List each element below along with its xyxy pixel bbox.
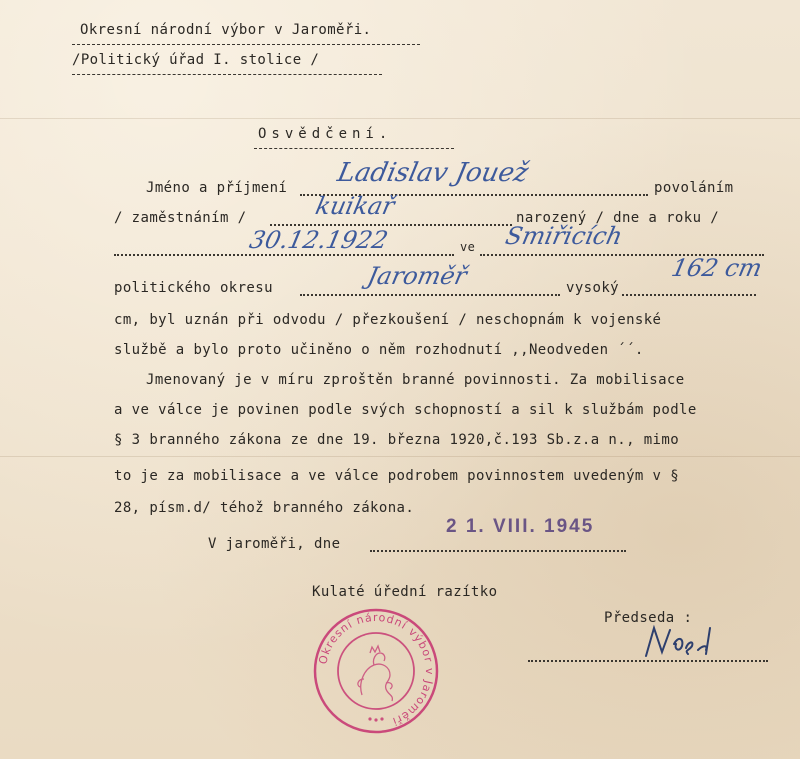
name-label: Jméno a příjmení	[146, 180, 288, 196]
header-underline	[72, 44, 420, 45]
body-line-6: službě a bylo proto učiněno o něm rozhodnutí ,,Neodveden ´´.	[114, 342, 644, 358]
employment-label: / zaměstnáním /	[114, 210, 247, 226]
date-stamp: 2 1. VIII. 1945	[446, 516, 595, 537]
place-date-label: V jaroměři, dne	[208, 536, 341, 552]
chair-signature	[640, 622, 722, 662]
title-underline	[254, 148, 454, 149]
district-field-line	[300, 294, 560, 296]
svg-text:Okresní národní výbor v Jaromě	[316, 611, 436, 728]
body-line-10: to je za mobilisace a ve válce podrobem povinnostem uvedeným v §	[114, 468, 680, 484]
district-value: Jaroměř	[365, 262, 470, 290]
height-value: 162 cm	[669, 254, 765, 282]
office-heading: Okresní národní výbor v Jaroměři.	[80, 22, 372, 38]
seal-text: Okresní národní výbor v Jaroměři	[316, 610, 437, 729]
lion-emblem-icon	[358, 646, 392, 701]
birthdate-value: 30.12.1922	[247, 226, 391, 254]
paper-fold	[0, 456, 800, 457]
height-field-line	[622, 294, 756, 296]
chair-label: Předseda :	[604, 610, 693, 626]
name-value: Ladislav Jouež	[334, 158, 531, 188]
birthdate-field-line	[114, 254, 454, 256]
official-seal	[312, 607, 440, 735]
birth-label: narozený / dne a roku /	[516, 210, 720, 226]
body-line-11: 28, písm.d/ téhož branného zákona.	[114, 500, 415, 516]
body-line-7: Jmenovaný je v míru zproštěn branné povinnosti. Za mobilisace	[146, 372, 685, 388]
paper-fold	[0, 118, 800, 119]
department-underline	[72, 74, 382, 75]
stamp-label: Kulaté úřední razítko	[312, 584, 498, 600]
document-title: Osvědčení.	[258, 126, 393, 142]
department-heading: /Politický úřad I. stolice /	[72, 52, 320, 68]
body-line-5: cm, byl uznán při odvodu / přezkoušení / neschopnám k vojenské	[114, 312, 662, 328]
body-line-9: § 3 branného zákona ze dne 19. března 1920,č.193 Sb.z.a n., mimo	[114, 432, 680, 448]
occupation-value: kuikař	[313, 192, 397, 220]
height-label: vysoký	[566, 280, 619, 296]
district-label: politického okresu	[114, 280, 273, 296]
date-field-line	[370, 550, 626, 552]
body-line-8: a ve válce je povinen podle svých schopností a sil k službám podle	[114, 402, 697, 418]
occupation-label: povoláním	[654, 180, 734, 196]
birthplace-preposition: ve	[460, 240, 476, 254]
birthplace-value: Smiřicích	[503, 222, 626, 250]
